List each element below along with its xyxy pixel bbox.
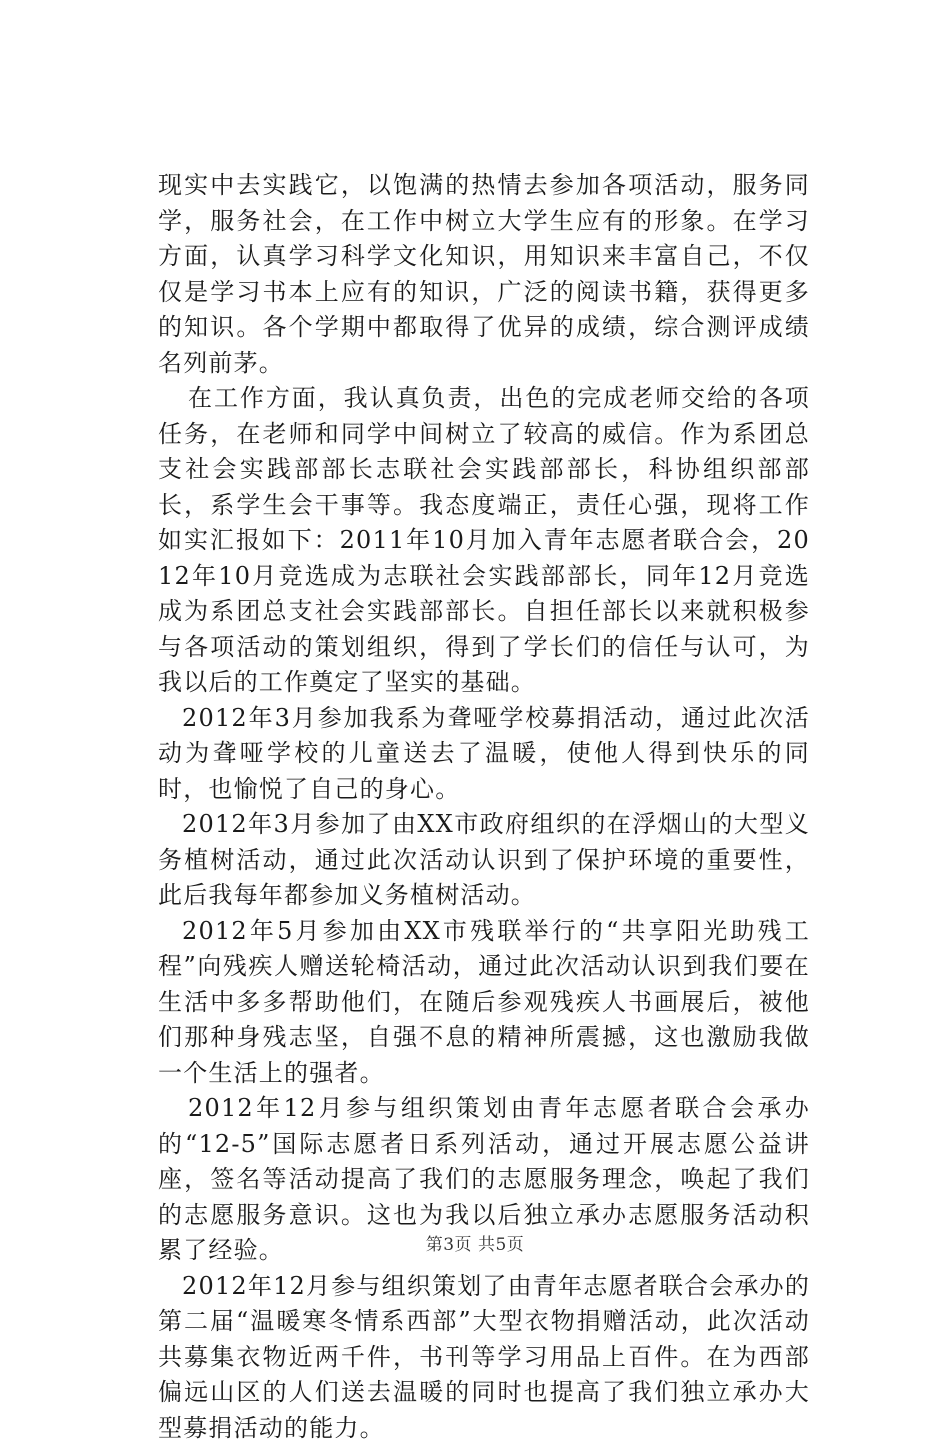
paragraph-work-overview: 在工作方面，我认真负责，出色的完成老师交给的各项任务，在老师和同学中间树立了较高的威信。作为系团总支社会实践部部长志联社会实践部部长，科协组织部部长，系学生会干事等。我态度端正，责任心强，现将工作如实汇报如下：2011年10月加入青年志愿者联合会，2012年10月竞选成为志联社会实践部部长，同年12月竞选成为系团总支社会实践部部长。自担任部长以来就积极参与各项活动的策划组织，得到了学长们的信任与认可，为我以后的工作奠定了坚实的基础。 bbox=[158, 381, 810, 701]
paragraph-continuation: 现实中去实践它，以饱满的热情去参加各项活动，服务同学，服务社会，在工作中树立大学生应有的形象。在学习方面，认真学习科学文化知识，用知识来丰富自己，不仅仅是学习书本上应有的知识，广泛的阅读书籍，获得更多的知识。各个学期中都取得了优异的成绩，综合测评成绩名列前茅。 bbox=[158, 168, 810, 381]
paragraph-wheelchair-donation: 2012年5月参加由XX市残联举行的“共享阳光助残工程”向残疾人赠送轮椅活动，通过此次活动认识到我们要在生活中多多帮助他们，在随后参观残疾人书画展后，被他们那种身残志坚，自强不息的精神所震撼，这也激励我做一个生活上的强者。 bbox=[158, 914, 810, 1092]
paragraph-volunteer-day: 2012年12月参与组织策划由青年志愿者联合会承办的“12-5”国际志愿者日系列活动，通过开展志愿公益讲座，签名等活动提高了我们的志愿服务理念，唤起了我们的志愿服务意识。这也为我以后独立承办志愿服务活动积累了经验。 bbox=[158, 1091, 810, 1269]
paragraph-deaf-school-donation: 2012年3月参加我系为聋哑学校募捐活动，通过此次活动为聋哑学校的儿童送去了温暖，使他人得到快乐的同时，也愉悦了自己的身心。 bbox=[158, 701, 810, 808]
paragraph-clothing-donation: 2012年12月参与组织策划了由青年志愿者联合会承办的第二届“温暖寒冬情系西部”大型衣物捐赠活动，此次活动共募集衣物近两千件，书刊等学习用品上百件。在为西部偏远山区的人们送去温暖的同时也提高了我们独立承办大型募捐活动的能力。 bbox=[158, 1269, 810, 1446]
page-footer: 第3页 共5页 bbox=[0, 1230, 950, 1255]
paragraph-tree-planting: 2012年3月参加了由XX市政府组织的在浮烟山的大型义务植树活动，通过此次活动认识到了保护环境的重要性，此后我每年都参加义务植树活动。 bbox=[158, 807, 810, 914]
